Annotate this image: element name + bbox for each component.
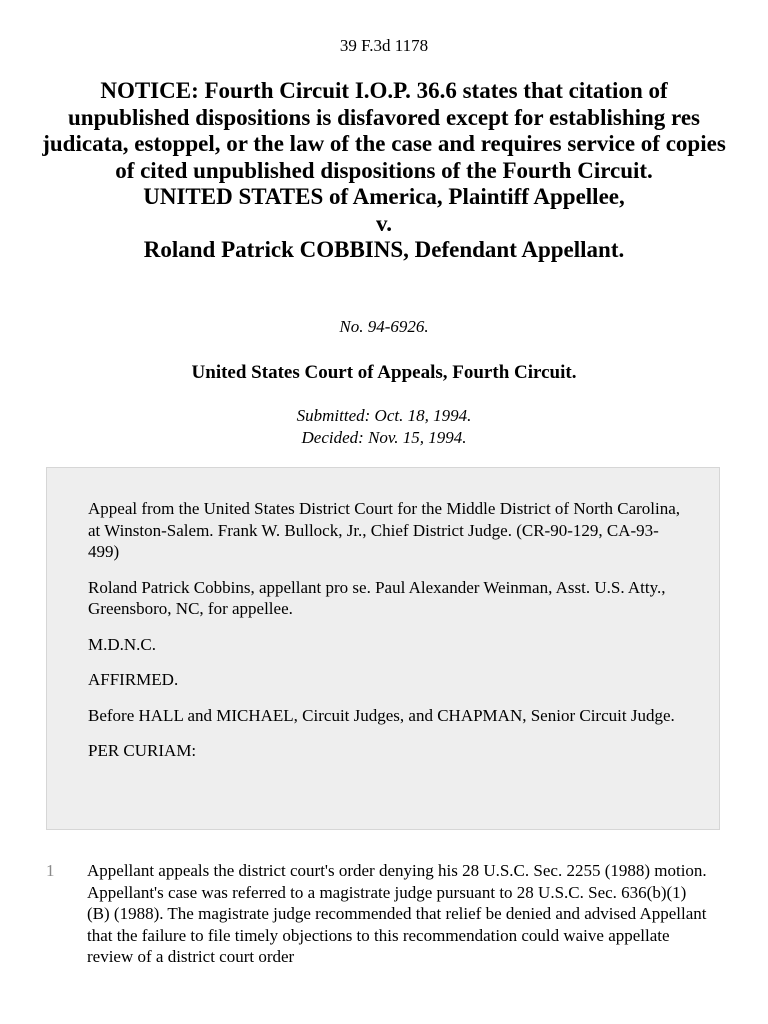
appeal-from-text: Appeal from the United States District Court for the Middle District of North Carolina, at Winston-Salem. Frank W. Bullock, Jr., Chief District Judge. (CR-90-129, CA-93-499) — [88, 499, 681, 561]
docket-number: No. 94-6926. — [339, 317, 429, 336]
district-abbreviation: M.D.N.C. — [88, 634, 157, 654]
case-title-block — [40, 78, 728, 264]
plaintiff-line: UNITED STATES of America, Plaintiff Appellee, — [143, 184, 625, 209]
notice-text: NOTICE: Fourth Circuit I.O.P. 36.6 states that citation of unpublished dispositions is disfavored except for establishing res judicata, estoppel, or the law of the case and requires service of copies of cited unpublished dispositions of the Fourth Circuit. — [42, 78, 726, 183]
opinion-paragraph — [46, 860, 726, 968]
paragraph-text: Appellant appeals the district court's order denying his 28 U.S.C. Sec. 2255 (1988) motion. Appellant's case was referred to a magistrate judge pursuant to 28 U.S.C. Sec. 636(b)(1)(B) (1988). The magistrate judge recommended that relief be denied and advised Appellant that the failure to file timely objections to this recommendation could waive appellate review of a district court order — [87, 861, 707, 966]
disposition-text: AFFIRMED. — [88, 670, 179, 689]
paragraph-number: 1 — [46, 861, 55, 880]
submitted-date: Submitted: Oct. 18, 1994. — [296, 406, 472, 425]
case-summary-box — [46, 467, 720, 830]
opinion-body — [46, 860, 726, 968]
panel-text: Before HALL and MICHAEL, Circuit Judges, and CHAPMAN, Senior Circuit Judge. — [88, 705, 675, 725]
court-name: United States Court of Appeals, Fourth Circuit. — [191, 362, 577, 383]
versus-line: v. — [376, 210, 392, 236]
case-citation: 39 F.3d 1178 — [339, 36, 429, 55]
decided-date: Decided: Nov. 15, 1994. — [301, 427, 467, 447]
case-summary-content — [88, 498, 688, 776]
case-dates — [0, 405, 768, 448]
opinion-author: PER CURIAM: — [88, 741, 197, 760]
counsel-text: Roland Patrick Cobbins, appellant pro se. Paul Alexander Weinman, Asst. U.S. Atty., Greensboro, NC, for appellee. — [88, 577, 666, 618]
defendant-line: Roland Patrick COBBINS, Defendant Appellant. — [143, 237, 625, 262]
